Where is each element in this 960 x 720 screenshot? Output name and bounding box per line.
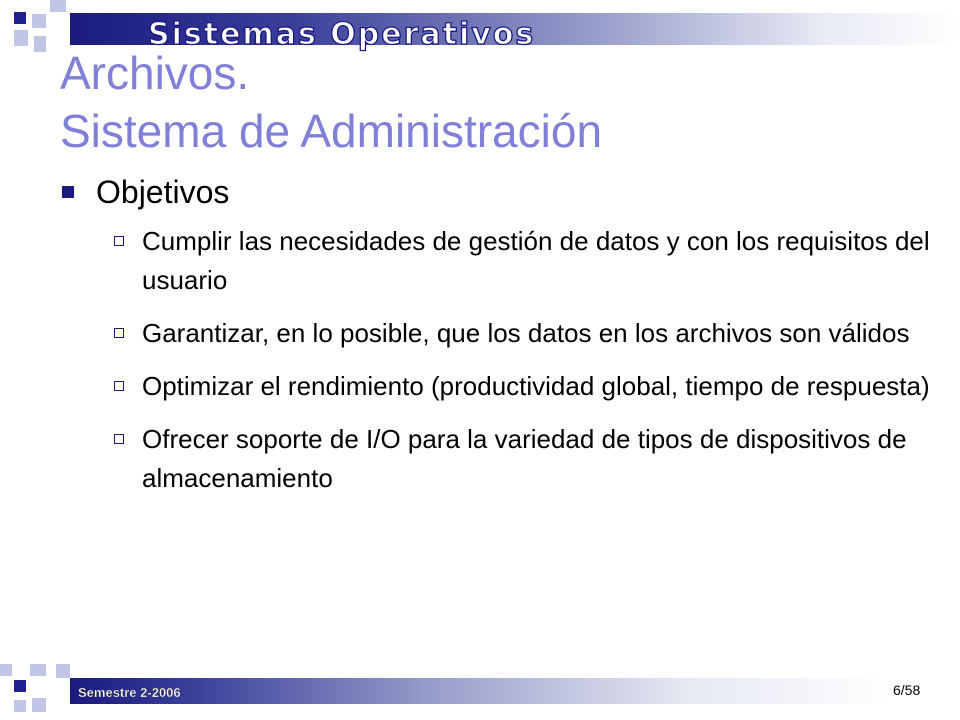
hollow-square-bullet-icon bbox=[114, 328, 124, 338]
hollow-square-bullet-icon bbox=[114, 434, 124, 444]
header-band bbox=[70, 13, 960, 52]
corner-square-light bbox=[32, 14, 46, 28]
list-item bbox=[62, 420, 932, 498]
corner-square-dark bbox=[14, 12, 26, 24]
corner-square-light bbox=[14, 700, 26, 712]
hollow-square-bullet-icon bbox=[114, 381, 124, 391]
bullet-heading bbox=[62, 170, 942, 214]
corner-square-light bbox=[50, 0, 66, 12]
corner-square-light bbox=[14, 30, 28, 46]
list-item bbox=[62, 222, 932, 300]
slide-content bbox=[62, 170, 942, 512]
footer-semester: Semestre 2-2006 bbox=[78, 685, 181, 700]
corner-square-light bbox=[32, 698, 46, 712]
corner-square-dark bbox=[14, 680, 26, 692]
slide-title-line-2: Sistema de Administración bbox=[60, 105, 603, 157]
corner-square-light bbox=[34, 36, 46, 52]
corner-square-light bbox=[0, 664, 12, 676]
list-item bbox=[62, 314, 932, 353]
corner-square-light bbox=[56, 664, 70, 678]
list-item-text: Cumplir las necesidades de gestión de datos y con los requisitos del usuario bbox=[142, 226, 930, 295]
list-item-text: Ofrecer soporte de I/O para la variedad de tipos de dispositivos de almacenamiento bbox=[142, 424, 907, 493]
square-bullet-icon bbox=[62, 186, 74, 198]
list-item-text: Optimizar el rendimiento (productividad global, tiempo de respuesta) bbox=[142, 371, 930, 401]
footer-band bbox=[70, 678, 890, 704]
list-item bbox=[62, 367, 932, 406]
hollow-square-bullet-icon bbox=[114, 236, 124, 246]
header-band-title: Sistemas Operativos bbox=[148, 17, 536, 52]
list-item-text: Garantizar, en lo posible, que los datos en los archivos son válidos bbox=[142, 318, 910, 348]
slide-title-line-1: Archivos. bbox=[60, 47, 250, 99]
corner-square-light bbox=[30, 664, 46, 676]
bullet-heading-text: Objetivos bbox=[96, 174, 230, 210]
page-number: 6/58 bbox=[893, 682, 921, 698]
slide-title bbox=[60, 44, 602, 160]
